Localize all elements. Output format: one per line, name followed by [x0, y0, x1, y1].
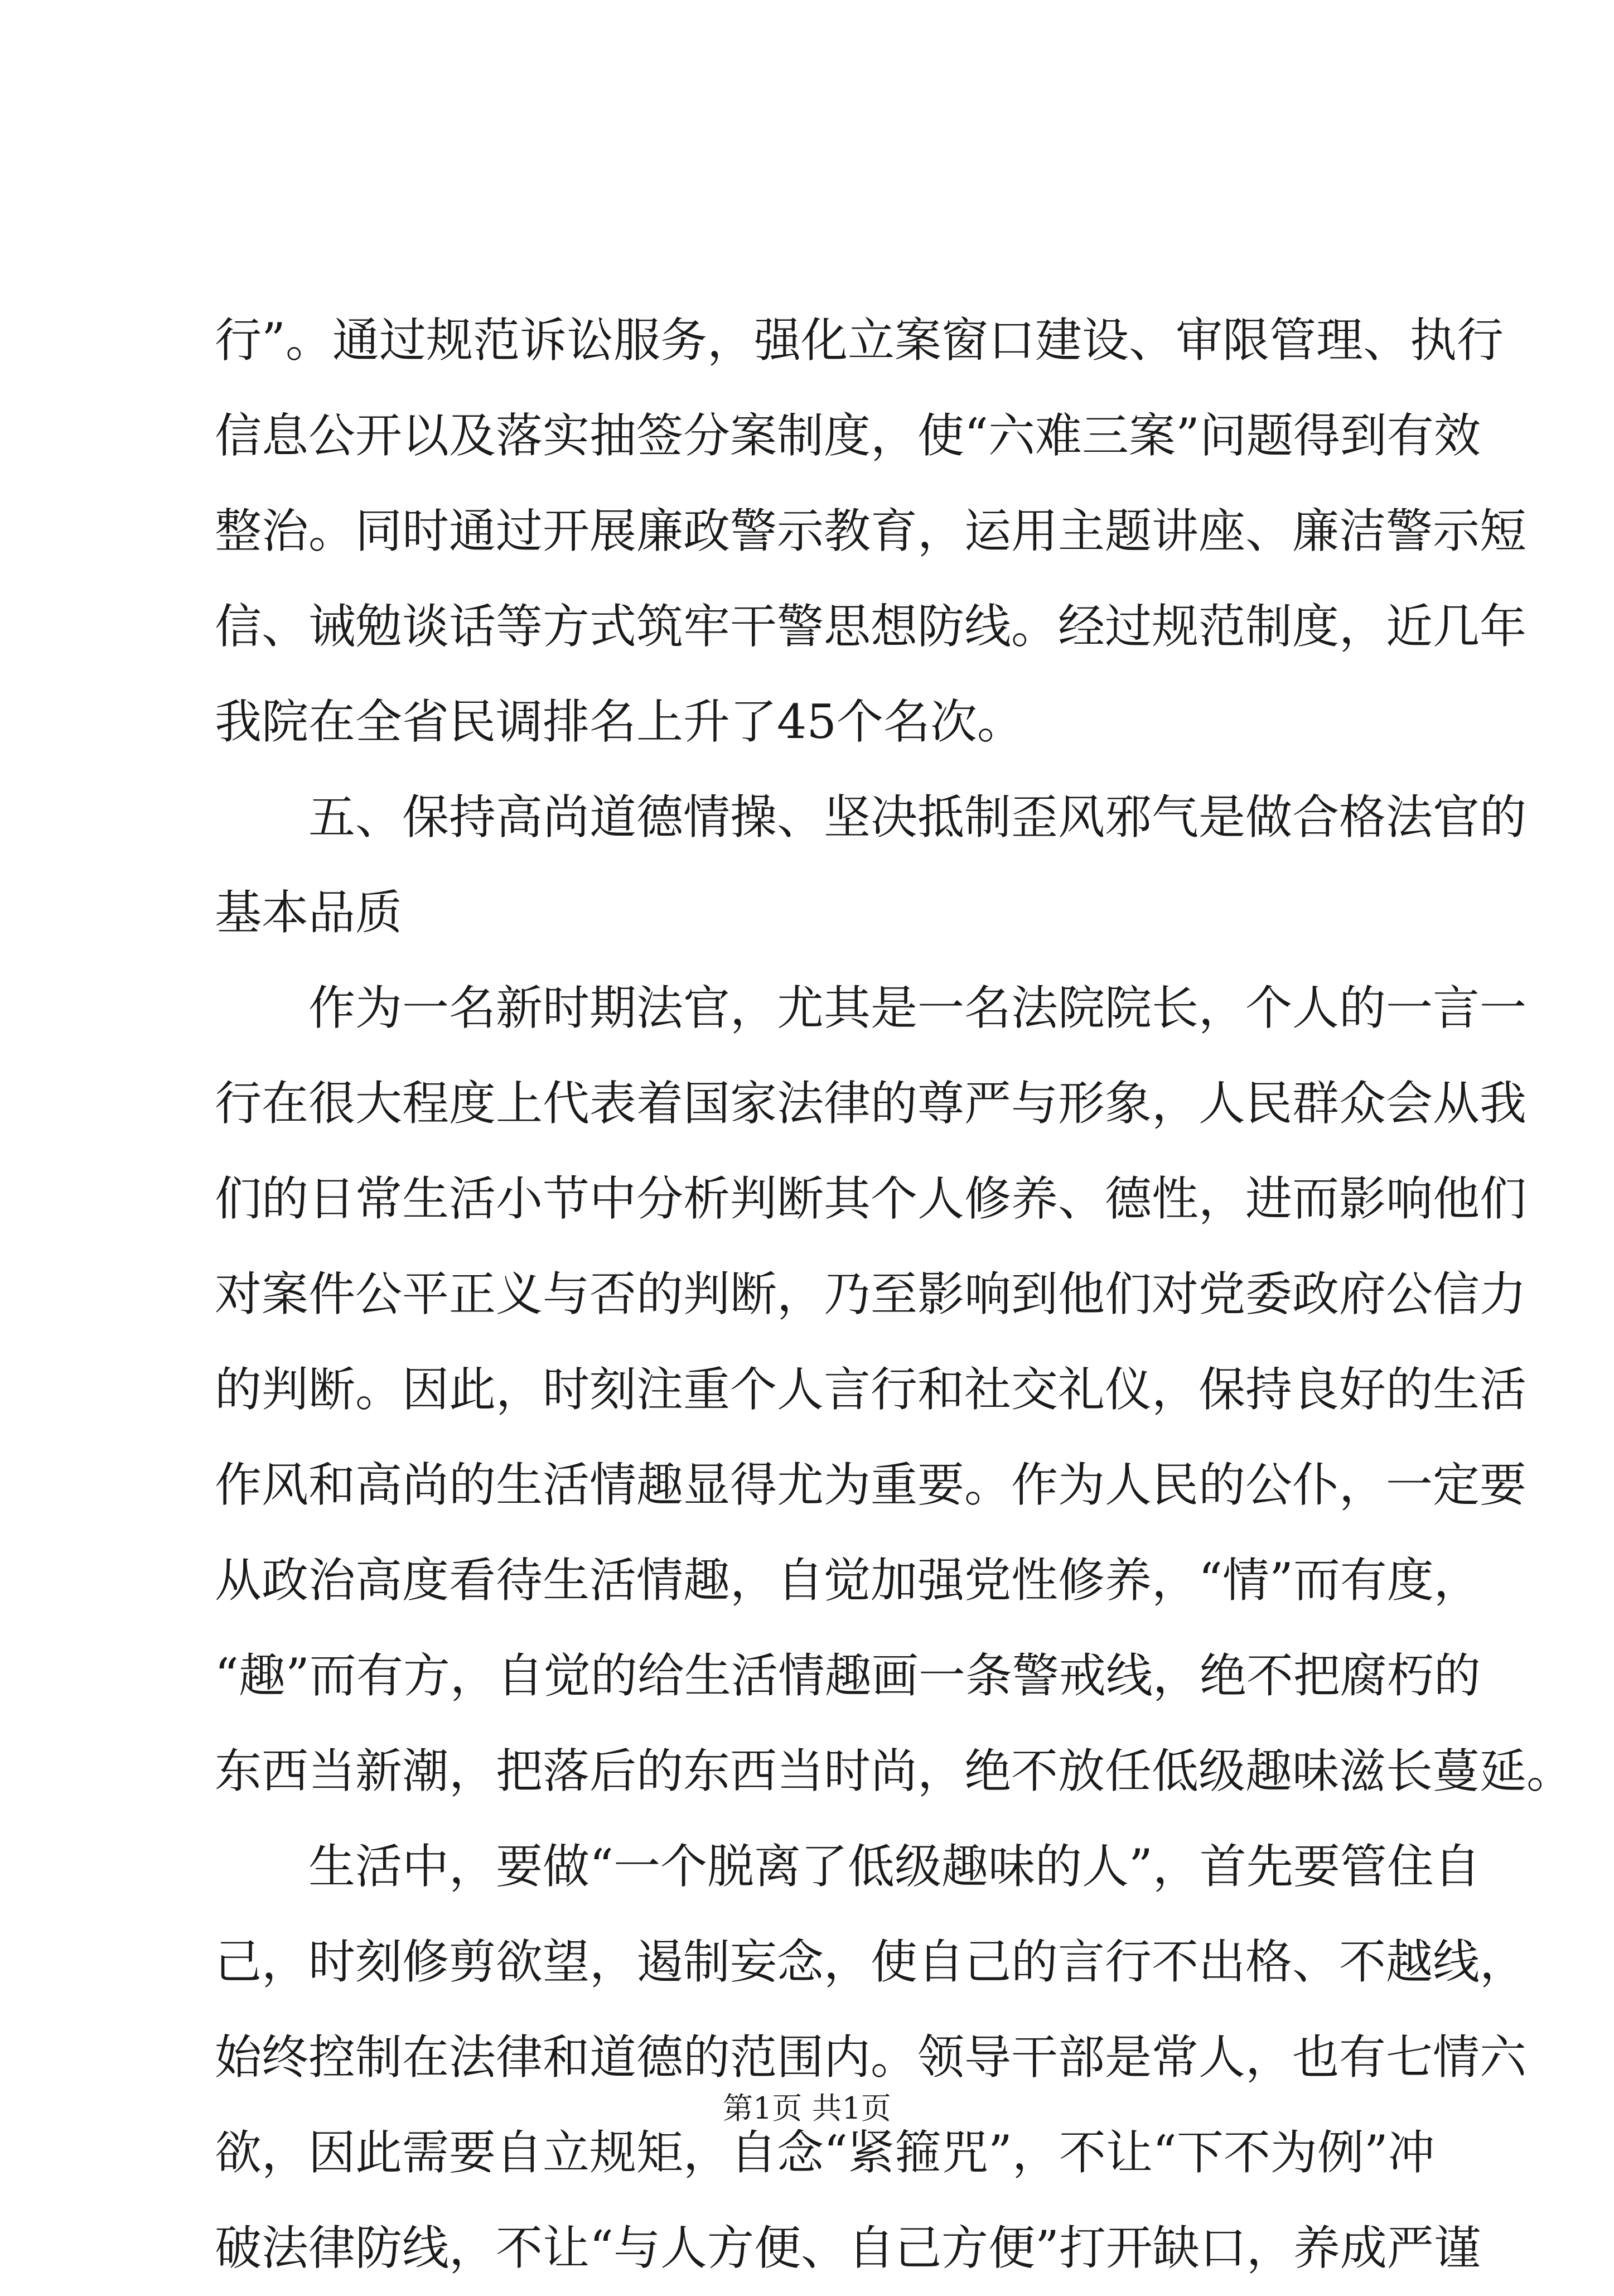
text-line: 从政治高度看待生活情趣，自觉加强党性修养，“情”而有度， [215, 1553, 1481, 1608]
text-line: 欲，因此需要自立规矩，自念“紧箍咒”，不让“下不为例”冲 [215, 2125, 1435, 2180]
text-line: 整治。同时通过开展廉政警示教育，运用主题讲座、廉洁警示短 [215, 504, 1527, 558]
text-line: 生活中，要做“一个脱离了低级趣味的人”，首先要管住自 [308, 1839, 1481, 1894]
text-line: 对案件公平正义与否的判断，乃至影响到他们对党委政府公信力 [215, 1267, 1527, 1321]
text-line: 破法律防线，不让“与人方便、自己方便”打开缺口，养成严谨 [215, 2221, 1481, 2275]
text-line: 始终控制在法律和道德的范围内。领导干部是常人，也有七情六 [215, 2030, 1527, 2085]
page-footer [0, 2086, 1614, 2131]
text-line: 们的日常生活小节中分析判断其个人修养、德性，进而影响他们 [215, 1171, 1527, 1226]
section-heading-line: 基本品质 [215, 885, 403, 940]
text-line: 己，时刻修剪欲望，遏制妄念，使自己的言行不出格、不越线， [215, 1935, 1527, 1989]
text-line: 行”。通过规范诉讼服务，强化立案窗口建设、审限管理、执行 [215, 313, 1504, 368]
text-line: 作为一名新时期法官，尤其是一名法院院长，个人的一言一 [308, 981, 1527, 1035]
text-line: 东西当新潮，把落后的东西当时尚，绝不放任低级趣味滋长蔓延。 [215, 1744, 1574, 1798]
text-line: 作风和高尚的生活情趣显得尤为重要。作为人民的公仆，一定要 [215, 1458, 1527, 1512]
document-body [215, 293, 1574, 2296]
page-number-label: 第1页 共1页 [723, 2091, 891, 2126]
text-line: 行在很大程度上代表着国家法律的尊严与形象，人民群众会从我 [215, 1076, 1527, 1131]
text-line: “趣”而有方，自觉的给生活情趣画一条警戒线，绝不把腐朽的 [215, 1648, 1481, 1703]
text-line: 我院在全省民调排名上升了45个名次。 [215, 694, 1024, 749]
text-line: 信、诫勉谈话等方式筑牢干警思想防线。经过规范制度，近几年 [215, 599, 1527, 654]
section-heading-line: 五、保持高尚道德情操、坚决抵制歪风邪气是做合格法官的 [308, 790, 1527, 845]
text-line: 的判断。因此，时刻注重个人言行和社交礼仪，保持良好的生活 [215, 1362, 1527, 1417]
text-line: 信息公开以及落实抽签分案制度，使“六难三案”问题得到有效 [215, 408, 1481, 463]
